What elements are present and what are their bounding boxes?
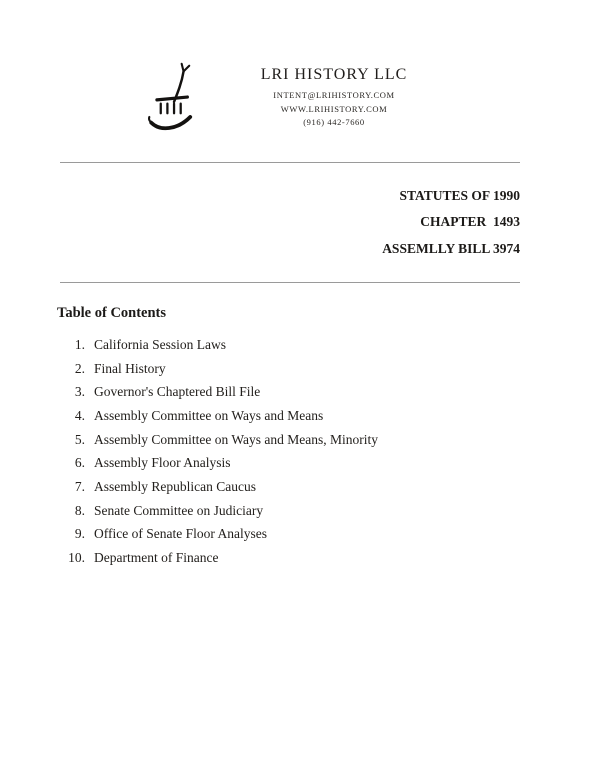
- toc-item-number: 5.: [74, 431, 85, 447]
- toc-item-label: Final History: [94, 360, 166, 376]
- toc-item-label: Assembly Republican Caucus: [94, 478, 256, 494]
- toc-item-label: Assembly Floor Analysis: [94, 455, 231, 471]
- toc-item: [0, 409, 600, 423]
- toc-item-number: 3.: [74, 384, 85, 400]
- statutes-line-2: CHAPTER 1493: [420, 214, 520, 230]
- statutes-line-1: STATUTES OF 1990: [399, 188, 520, 203]
- toc-item: [0, 433, 600, 447]
- statutes-block: [0, 183, 600, 262]
- divider-middle: [60, 282, 520, 283]
- toc-item: [0, 362, 600, 376]
- toc-item-label: Senate Committee on Judiciary: [94, 502, 264, 518]
- toc-item-label: California Session Laws: [94, 336, 226, 352]
- toc-item-number: 9.: [74, 526, 85, 542]
- toc-item: [0, 504, 600, 518]
- toc-item: [0, 527, 600, 541]
- toc-item-number: 4.: [74, 407, 85, 423]
- company-website: WWW.LRIHISTORY.COM: [280, 103, 388, 114]
- toc-item-number: 2.: [74, 360, 85, 376]
- company-logo-icon: [140, 58, 210, 138]
- toc-item-label: Office of Senate Floor Analyses: [94, 526, 267, 542]
- toc-item: [0, 338, 600, 352]
- toc-item-label: Governor's Chaptered Bill File: [94, 384, 261, 400]
- toc-item-label: Assembly Committee on Ways and Means: [94, 407, 324, 423]
- company-phone: (916) 442-7660: [303, 117, 365, 128]
- statutes-line-3: ASSEMLLY BILL 3974: [382, 240, 520, 256]
- divider-top: [60, 162, 520, 163]
- toc-item: [0, 480, 600, 494]
- letterhead: [140, 0, 600, 138]
- toc-item: [0, 385, 600, 399]
- toc-item-number: 1.: [74, 336, 85, 352]
- toc-list: [0, 338, 600, 565]
- toc-title: Table of Contents: [57, 304, 167, 321]
- toc-item-label: Assembly Committee on Ways and Means, Minority: [94, 431, 379, 447]
- toc-item-number: 7.: [74, 478, 85, 494]
- toc-item: [0, 551, 600, 565]
- toc-item: [0, 456, 600, 470]
- toc-item-label: Department of Finance: [94, 549, 219, 565]
- letterhead-text: [234, 66, 434, 130]
- toc-item-number: 10.: [68, 549, 85, 565]
- toc-item-number: 6.: [74, 455, 85, 471]
- toc-item-number: 8.: [74, 502, 85, 518]
- company-email: INTENT@LRIHISTORY.COM: [273, 90, 395, 101]
- company-name: LRI HISTORY LLC: [260, 66, 408, 84]
